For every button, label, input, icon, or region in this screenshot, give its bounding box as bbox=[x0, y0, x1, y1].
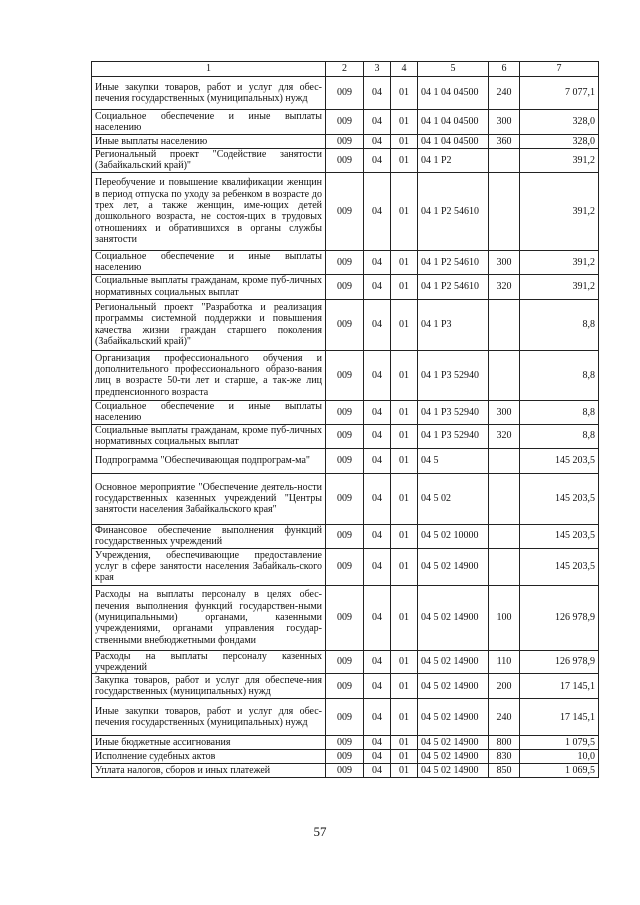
row-target-article-cell: 04 1 P3 52940 bbox=[418, 350, 489, 400]
table-row bbox=[92, 548, 599, 585]
row-expense-type-cell: 320 bbox=[489, 274, 520, 299]
row-amount-cell: 17 145,1 bbox=[520, 699, 599, 736]
row-grbs-cell: 009 bbox=[326, 750, 364, 764]
row-expense-type-cell bbox=[489, 350, 520, 400]
table-row bbox=[92, 699, 599, 736]
table-row bbox=[92, 585, 599, 650]
row-subsection-cell: 01 bbox=[391, 110, 418, 135]
row-subsection-cell: 01 bbox=[391, 585, 418, 650]
row-target-article-cell: 04 1 P2 54610 bbox=[418, 274, 489, 299]
row-grbs-cell: 009 bbox=[326, 299, 364, 350]
table-row bbox=[92, 448, 599, 473]
row-target-article-cell: 04 1 P2 bbox=[418, 149, 489, 173]
row-grbs-cell: 009 bbox=[326, 250, 364, 274]
row-grbs-cell: 009 bbox=[326, 350, 364, 400]
row-target-article-cell: 04 5 02 14900 bbox=[418, 548, 489, 585]
row-name-cell: Социальные выплаты гражданам, кроме пуб-личных нормативных социальных выплат bbox=[92, 274, 326, 299]
row-grbs-cell: 009 bbox=[326, 585, 364, 650]
row-section-cell: 04 bbox=[364, 299, 391, 350]
table-row bbox=[92, 110, 599, 135]
row-amount-cell: 145 203,5 bbox=[520, 548, 599, 585]
row-target-article-cell: 04 1 P3 52940 bbox=[418, 400, 489, 424]
row-section-cell: 04 bbox=[364, 424, 391, 448]
row-amount-cell: 391,2 bbox=[520, 149, 599, 173]
row-target-article-cell: 04 1 04 04500 bbox=[418, 135, 489, 149]
header-col-6: 6 bbox=[489, 62, 520, 77]
row-subsection-cell: 01 bbox=[391, 350, 418, 400]
row-expense-type-cell: 300 bbox=[489, 400, 520, 424]
table-row bbox=[92, 135, 599, 149]
row-grbs-cell: 009 bbox=[326, 448, 364, 473]
row-name-cell: Расходы на выплаты персоналу в целях обес-печения выполнения функций государствен-ными (муниципальными) органами, казенными учреждениями, органами управления государ-ственными внебюджетными фондами bbox=[92, 585, 326, 650]
row-target-article-cell: 04 5 02 14900 bbox=[418, 650, 489, 674]
row-expense-type-cell bbox=[489, 172, 520, 250]
row-target-article-cell: 04 1 04 04500 bbox=[418, 110, 489, 135]
row-section-cell: 04 bbox=[364, 350, 391, 400]
table-row bbox=[92, 149, 599, 173]
row-expense-type-cell bbox=[489, 299, 520, 350]
header-col-5: 5 bbox=[418, 62, 489, 77]
row-section-cell: 04 bbox=[364, 135, 391, 149]
row-amount-cell: 8,8 bbox=[520, 424, 599, 448]
row-amount-cell: 145 203,5 bbox=[520, 473, 599, 524]
row-subsection-cell: 01 bbox=[391, 750, 418, 764]
row-name-cell: Учреждения, обеспечивающие предоставление услуг в сфере занятости населения Забайкаль-ского края bbox=[92, 548, 326, 585]
row-expense-type-cell: 100 bbox=[489, 585, 520, 650]
row-target-article-cell: 04 1 P3 bbox=[418, 299, 489, 350]
table-row bbox=[92, 736, 599, 750]
row-section-cell: 04 bbox=[364, 764, 391, 778]
row-grbs-cell: 009 bbox=[326, 400, 364, 424]
table-row bbox=[92, 400, 599, 424]
row-expense-type-cell: 300 bbox=[489, 250, 520, 274]
header-col-3: 3 bbox=[364, 62, 391, 77]
row-target-article-cell: 04 5 02 14900 bbox=[418, 699, 489, 736]
row-section-cell: 04 bbox=[364, 448, 391, 473]
row-grbs-cell: 009 bbox=[326, 764, 364, 778]
row-section-cell: 04 bbox=[364, 400, 391, 424]
row-subsection-cell: 01 bbox=[391, 548, 418, 585]
row-name-cell: Подпрограмма "Обеспечивающая подпрограм-ма" bbox=[92, 448, 326, 473]
row-section-cell: 04 bbox=[364, 172, 391, 250]
page-number: 57 bbox=[313, 824, 327, 839]
row-grbs-cell: 009 bbox=[326, 424, 364, 448]
row-subsection-cell: 01 bbox=[391, 473, 418, 524]
row-target-article-cell: 04 5 02 14900 bbox=[418, 674, 489, 699]
row-grbs-cell: 009 bbox=[326, 524, 364, 548]
row-grbs-cell: 009 bbox=[326, 736, 364, 750]
row-name-cell: Региональный проект "Содействие занятости (Забайкальский край)" bbox=[92, 149, 326, 173]
row-name-cell: Расходы на выплаты персоналу казенных учреждений bbox=[92, 650, 326, 674]
row-expense-type-cell bbox=[489, 448, 520, 473]
row-name-cell: Иные закупки товаров, работ и услуг для обес-печения государственных (муниципальных) нужд bbox=[92, 77, 326, 110]
row-amount-cell: 328,0 bbox=[520, 110, 599, 135]
row-section-cell: 04 bbox=[364, 250, 391, 274]
row-name-cell: Иные закупки товаров, работ и услуг для обес-печения государственных (муниципальных) нужд bbox=[92, 699, 326, 736]
row-expense-type-cell: 240 bbox=[489, 699, 520, 736]
table-row bbox=[92, 764, 599, 778]
row-name-cell: Основное мероприятие "Обеспечение деятель-ности государственных казенных учреждений "Центры занятости населения Забайкальского края" bbox=[92, 473, 326, 524]
header-col-2: 2 bbox=[326, 62, 364, 77]
row-name-cell: Уплата налогов, сборов и иных платежей bbox=[92, 764, 326, 778]
row-expense-type-cell bbox=[489, 149, 520, 173]
row-amount-cell: 391,2 bbox=[520, 250, 599, 274]
row-target-article-cell: 04 5 02 bbox=[418, 473, 489, 524]
row-subsection-cell: 01 bbox=[391, 400, 418, 424]
row-section-cell: 04 bbox=[364, 149, 391, 173]
row-name-cell: Социальное обеспечение и иные выплаты населению bbox=[92, 110, 326, 135]
row-amount-cell: 8,8 bbox=[520, 299, 599, 350]
row-grbs-cell: 009 bbox=[326, 149, 364, 173]
table-row bbox=[92, 473, 599, 524]
header-col-7: 7 bbox=[520, 62, 599, 77]
row-expense-type-cell: 110 bbox=[489, 650, 520, 674]
row-grbs-cell: 009 bbox=[326, 674, 364, 699]
row-expense-type-cell: 850 bbox=[489, 764, 520, 778]
table-row bbox=[92, 172, 599, 250]
row-target-article-cell: 04 5 02 14900 bbox=[418, 750, 489, 764]
row-amount-cell: 391,2 bbox=[520, 274, 599, 299]
row-target-article-cell: 04 1 P2 54610 bbox=[418, 172, 489, 250]
row-name-cell: Закупка товаров, работ и услуг для обеспече-ния государственных (муниципальных) нужд bbox=[92, 674, 326, 699]
row-expense-type-cell bbox=[489, 524, 520, 548]
row-expense-type-cell: 320 bbox=[489, 424, 520, 448]
row-target-article-cell: 04 1 P2 54610 bbox=[418, 250, 489, 274]
row-name-cell: Финансовое обеспечение выполнения функций государственных учреждений bbox=[92, 524, 326, 548]
row-section-cell: 04 bbox=[364, 77, 391, 110]
row-expense-type-cell bbox=[489, 473, 520, 524]
row-amount-cell: 1 079,5 bbox=[520, 736, 599, 750]
row-subsection-cell: 01 bbox=[391, 172, 418, 250]
table-header-row bbox=[92, 62, 599, 77]
row-subsection-cell: 01 bbox=[391, 524, 418, 548]
row-subsection-cell: 01 bbox=[391, 424, 418, 448]
row-section-cell: 04 bbox=[364, 736, 391, 750]
row-amount-cell: 391,2 bbox=[520, 172, 599, 250]
row-amount-cell: 126 978,9 bbox=[520, 650, 599, 674]
row-target-article-cell: 04 1 04 04500 bbox=[418, 77, 489, 110]
row-name-cell: Иные бюджетные ассигнования bbox=[92, 736, 326, 750]
table-row bbox=[92, 424, 599, 448]
row-name-cell: Социальные выплаты гражданам, кроме пуб-личных нормативных социальных выплат bbox=[92, 424, 326, 448]
row-subsection-cell: 01 bbox=[391, 77, 418, 110]
row-amount-cell: 10,0 bbox=[520, 750, 599, 764]
row-amount-cell: 8,8 bbox=[520, 400, 599, 424]
row-grbs-cell: 009 bbox=[326, 548, 364, 585]
row-grbs-cell: 009 bbox=[326, 110, 364, 135]
row-amount-cell: 126 978,9 bbox=[520, 585, 599, 650]
row-name-cell: Переобучение и повышение квалификации женщин в период отпуска по уходу за ребенком в возрасте до трех лет, а также женщин, име-ющих детей дошкольного возраста, не состоя-щих в трудовых отношениях и обратившихся в органы службы занятости bbox=[92, 172, 326, 250]
row-section-cell: 04 bbox=[364, 674, 391, 699]
header-col-1: 1 bbox=[92, 62, 326, 77]
row-grbs-cell: 009 bbox=[326, 274, 364, 299]
row-subsection-cell: 01 bbox=[391, 135, 418, 149]
row-grbs-cell: 009 bbox=[326, 135, 364, 149]
row-section-cell: 04 bbox=[364, 750, 391, 764]
row-subsection-cell: 01 bbox=[391, 149, 418, 173]
table-row bbox=[92, 650, 599, 674]
row-subsection-cell: 01 bbox=[391, 274, 418, 299]
row-section-cell: 04 bbox=[364, 548, 391, 585]
row-name-cell: Социальное обеспечение и иные выплаты населению bbox=[92, 400, 326, 424]
row-amount-cell: 145 203,5 bbox=[520, 448, 599, 473]
row-expense-type-cell: 200 bbox=[489, 674, 520, 699]
row-expense-type-cell bbox=[489, 548, 520, 585]
table-row bbox=[92, 250, 599, 274]
row-subsection-cell: 01 bbox=[391, 299, 418, 350]
row-grbs-cell: 009 bbox=[326, 473, 364, 524]
row-name-cell: Организация профессионального обучения и дополнительного профессионального образо-вания лиц в возрасте 50-ти лет и старше, а так-же лиц предпенсионного возраста bbox=[92, 350, 326, 400]
row-grbs-cell: 009 bbox=[326, 77, 364, 110]
header-col-4: 4 bbox=[391, 62, 418, 77]
row-subsection-cell: 01 bbox=[391, 448, 418, 473]
row-section-cell: 04 bbox=[364, 585, 391, 650]
row-expense-type-cell: 300 bbox=[489, 110, 520, 135]
row-target-article-cell: 04 5 02 14900 bbox=[418, 585, 489, 650]
row-section-cell: 04 bbox=[364, 650, 391, 674]
table-row bbox=[92, 77, 599, 110]
row-section-cell: 04 bbox=[364, 524, 391, 548]
row-subsection-cell: 01 bbox=[391, 650, 418, 674]
row-subsection-cell: 01 bbox=[391, 699, 418, 736]
row-subsection-cell: 01 bbox=[391, 764, 418, 778]
row-amount-cell: 17 145,1 bbox=[520, 674, 599, 699]
row-section-cell: 04 bbox=[364, 274, 391, 299]
row-name-cell: Исполнение судебных актов bbox=[92, 750, 326, 764]
row-name-cell: Социальное обеспечение и иные выплаты населению bbox=[92, 250, 326, 274]
row-amount-cell: 8,8 bbox=[520, 350, 599, 400]
row-target-article-cell: 04 1 P3 52940 bbox=[418, 424, 489, 448]
row-expense-type-cell: 240 bbox=[489, 77, 520, 110]
row-section-cell: 04 bbox=[364, 473, 391, 524]
row-amount-cell: 7 077,1 bbox=[520, 77, 599, 110]
row-expense-type-cell: 360 bbox=[489, 135, 520, 149]
row-grbs-cell: 009 bbox=[326, 650, 364, 674]
row-name-cell: Региональный проект "Разработка и реализация программы системной поддержки и повышения качества жизни граждан старшего поколения (Забайкальский край)" bbox=[92, 299, 326, 350]
row-subsection-cell: 01 bbox=[391, 736, 418, 750]
row-amount-cell: 1 069,5 bbox=[520, 764, 599, 778]
row-target-article-cell: 04 5 02 14900 bbox=[418, 736, 489, 750]
row-subsection-cell: 01 bbox=[391, 250, 418, 274]
table-row bbox=[92, 750, 599, 764]
table-row bbox=[92, 524, 599, 548]
table-row bbox=[92, 674, 599, 699]
row-section-cell: 04 bbox=[364, 110, 391, 135]
row-amount-cell: 145 203,5 bbox=[520, 524, 599, 548]
row-subsection-cell: 01 bbox=[391, 674, 418, 699]
row-section-cell: 04 bbox=[364, 699, 391, 736]
row-target-article-cell: 04 5 02 14900 bbox=[418, 764, 489, 778]
table-row bbox=[92, 299, 599, 350]
row-grbs-cell: 009 bbox=[326, 699, 364, 736]
row-expense-type-cell: 830 bbox=[489, 750, 520, 764]
row-target-article-cell: 04 5 02 10000 bbox=[418, 524, 489, 548]
budget-table bbox=[91, 61, 599, 778]
row-name-cell: Иные выплаты населению bbox=[92, 135, 326, 149]
row-expense-type-cell: 800 bbox=[489, 736, 520, 750]
table-row bbox=[92, 350, 599, 400]
table-body bbox=[92, 77, 599, 778]
row-grbs-cell: 009 bbox=[326, 172, 364, 250]
row-target-article-cell: 04 5 bbox=[418, 448, 489, 473]
row-amount-cell: 328,0 bbox=[520, 135, 599, 149]
table-row bbox=[92, 274, 599, 299]
